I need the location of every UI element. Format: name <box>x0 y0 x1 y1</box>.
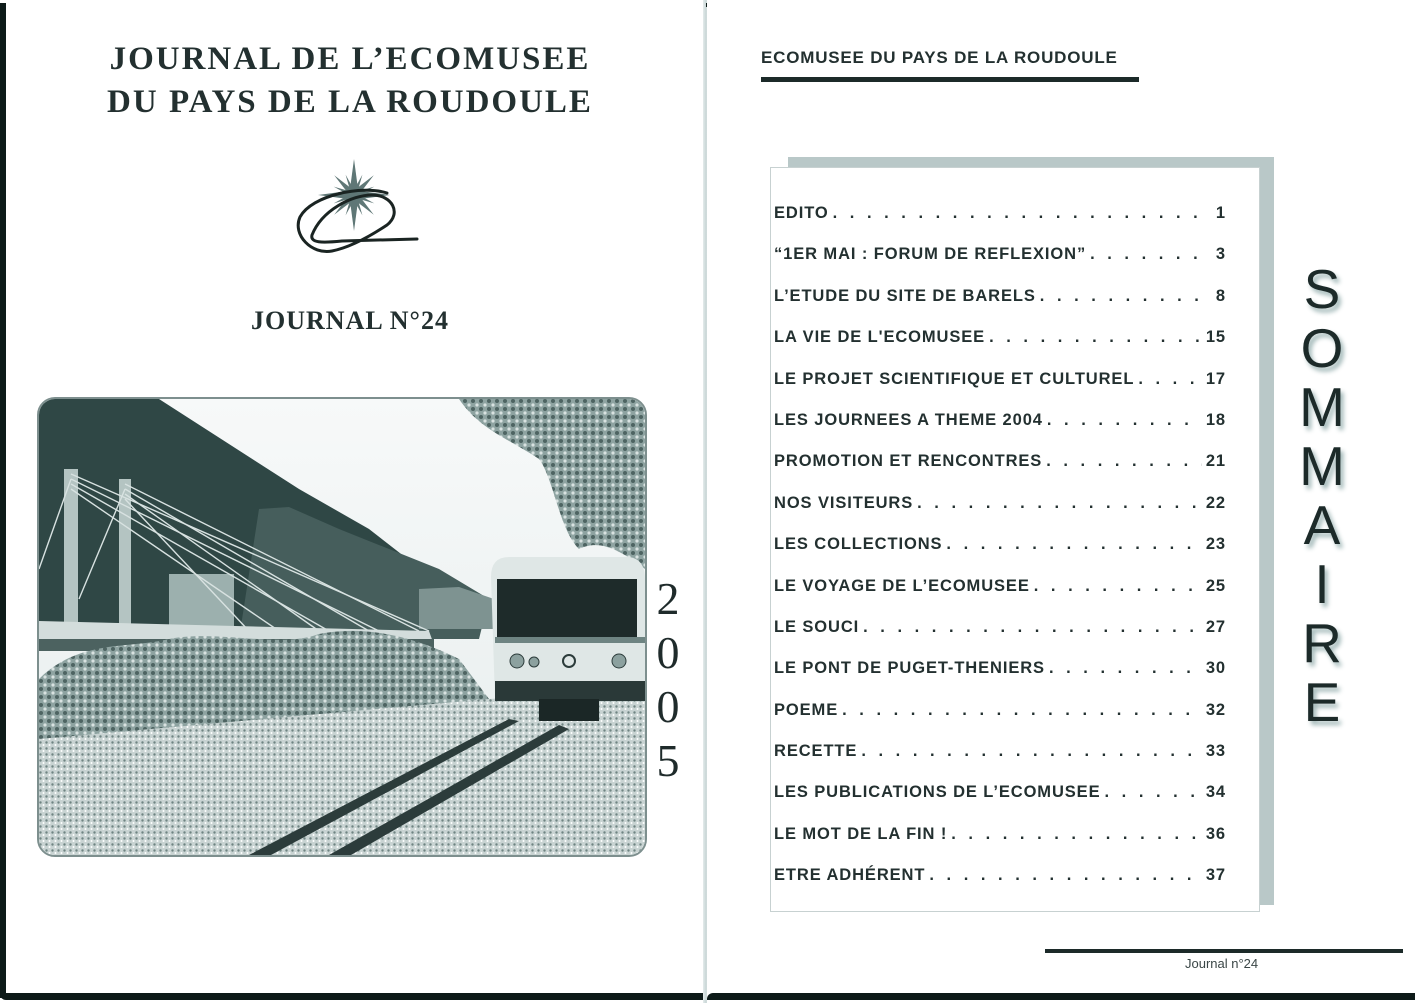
toc-entry[interactable] <box>774 287 1226 328</box>
toc-leader-dots <box>1040 287 1206 306</box>
sommaire-letter: I <box>1314 553 1330 615</box>
toc-leader-dots <box>842 701 1202 720</box>
toc-title: LES JOURNEES A THEME 2004 <box>774 410 1043 429</box>
toc-entry[interactable] <box>774 452 1226 493</box>
sommaire-letter: M <box>1299 376 1345 438</box>
toc-leader-dots <box>989 328 1202 347</box>
toc-page-number: 32 <box>1205 700 1226 719</box>
year-digit: 2 <box>656 573 680 624</box>
toc-page-number: 18 <box>1205 410 1226 429</box>
toc-leader-dots <box>861 742 1202 761</box>
toc-page-number: 30 <box>1205 659 1226 678</box>
toc-leader-dots <box>1047 411 1202 430</box>
page-edge <box>707 993 1415 1000</box>
title-line-2: DU PAYS DE LA ROUDOULE <box>107 84 593 120</box>
page-edge <box>0 993 703 1000</box>
toc-entry[interactable] <box>774 577 1226 618</box>
journal-title <box>40 38 660 124</box>
toc-leader-dots <box>1090 245 1206 264</box>
toc-leader-dots <box>917 494 1202 513</box>
toc-page-number: 3 <box>1215 245 1226 264</box>
sommaire-letter: A <box>1303 494 1341 556</box>
toc-page-number: 22 <box>1205 493 1226 512</box>
header-rule <box>761 77 1139 82</box>
toc-entry[interactable] <box>774 204 1226 245</box>
toc-title: LE SOUCI <box>774 617 860 636</box>
contents-page <box>707 0 1415 1003</box>
cover-photo <box>37 397 647 857</box>
sommaire-letter: R <box>1302 612 1342 674</box>
toc-leader-dots <box>1049 659 1202 678</box>
toc-title: RECETTE <box>774 742 858 761</box>
table-of-contents <box>770 167 1260 912</box>
year-vertical <box>648 572 688 788</box>
toc-entry[interactable] <box>774 866 1226 907</box>
toc-entry[interactable] <box>774 659 1226 700</box>
toc-leader-dots <box>1104 783 1201 802</box>
toc-entry[interactable] <box>774 618 1226 659</box>
toc-entry[interactable] <box>774 494 1226 535</box>
toc-title: LE PROJET SCIENTIFIQUE ET CULTUREL <box>774 369 1135 388</box>
toc-leader-dots <box>946 535 1201 554</box>
sommaire-letter: M <box>1299 435 1345 497</box>
toc-leader-dots <box>929 866 1201 885</box>
toc-title: “1ER MAI : FORUM DE REFLEXION” <box>774 245 1087 264</box>
page-edge <box>0 3 6 998</box>
toc-page-number: 23 <box>1205 535 1226 554</box>
toc-page-number: 8 <box>1215 286 1226 305</box>
toc-leader-dots <box>863 618 1202 637</box>
toc-page-number: 1 <box>1215 204 1226 222</box>
toc-title: L’ETUDE DU SITE DE BARELS <box>774 286 1036 305</box>
toc-page-number: 36 <box>1205 824 1226 843</box>
toc-page-number: 37 <box>1205 866 1226 885</box>
toc-page-number: 21 <box>1205 452 1226 471</box>
toc-page-number: 15 <box>1205 328 1226 347</box>
issue-number: JOURNAL N°24 <box>251 306 449 335</box>
toc-title: POEME <box>774 700 839 719</box>
toc-title: LE VOYAGE DE L’ECOMUSEE <box>774 576 1030 595</box>
toc-leader-dots <box>1034 577 1202 596</box>
toc-leader-dots <box>1046 452 1202 471</box>
toc-page-number: 25 <box>1205 576 1226 595</box>
toc-title: PROMOTION ET RENCONTRES <box>774 452 1043 471</box>
toc-leader-dots <box>833 204 1206 223</box>
toc-title: LE PONT DE PUGET-THENIERS <box>774 659 1045 678</box>
page-header: ECOMUSEE DU PAYS DE LA ROUDOULE <box>761 48 1118 67</box>
toc-entry[interactable] <box>774 701 1226 742</box>
toc-page-number: 17 <box>1205 369 1226 388</box>
footer-rule <box>1045 949 1403 953</box>
toc-leader-dots <box>1138 370 1202 389</box>
sommaire-letter: O <box>1300 317 1344 379</box>
toc-entry[interactable] <box>774 535 1226 576</box>
toc-entry[interactable] <box>774 742 1226 783</box>
toc-entry[interactable] <box>774 825 1226 866</box>
toc-leader-dots <box>951 825 1202 844</box>
sommaire-letter: E <box>1303 671 1341 733</box>
cover-page <box>0 0 705 1003</box>
toc-entry[interactable] <box>774 328 1226 369</box>
title-line-1: JOURNAL DE L’ECOMUSEE <box>109 41 591 77</box>
page-footer: Journal n°24 <box>1185 956 1259 971</box>
toc-entry[interactable] <box>774 245 1226 286</box>
toc-page-number: 34 <box>1205 783 1226 802</box>
toc-entry[interactable] <box>774 370 1226 411</box>
toc-page-number: 27 <box>1205 617 1226 636</box>
toc-title: LES COLLECTIONS <box>774 535 943 554</box>
toc-title: EDITO <box>774 204 829 222</box>
toc-entry[interactable] <box>774 783 1226 824</box>
toc-list <box>774 204 1226 908</box>
toc-title: NOS VISITEURS <box>774 493 914 512</box>
toc-title: ETRE ADHÉRENT <box>774 866 926 885</box>
toc-title: LA VIE DE L'ECOMUSEE <box>774 328 986 347</box>
year-digit: 5 <box>656 735 680 786</box>
sommaire-letter: S <box>1303 258 1341 320</box>
toc-title: LES PUBLICATIONS DE L’ECOMUSEE <box>774 783 1101 802</box>
year-digit: 0 <box>656 681 680 732</box>
compass-star-logo-icon <box>292 155 422 265</box>
toc-page-number: 33 <box>1205 742 1226 761</box>
year-digit: 0 <box>656 627 680 678</box>
sommaire-vertical-title <box>1292 260 1352 732</box>
toc-entry[interactable] <box>774 411 1226 452</box>
toc-title: LE MOT DE LA FIN ! <box>774 824 948 843</box>
